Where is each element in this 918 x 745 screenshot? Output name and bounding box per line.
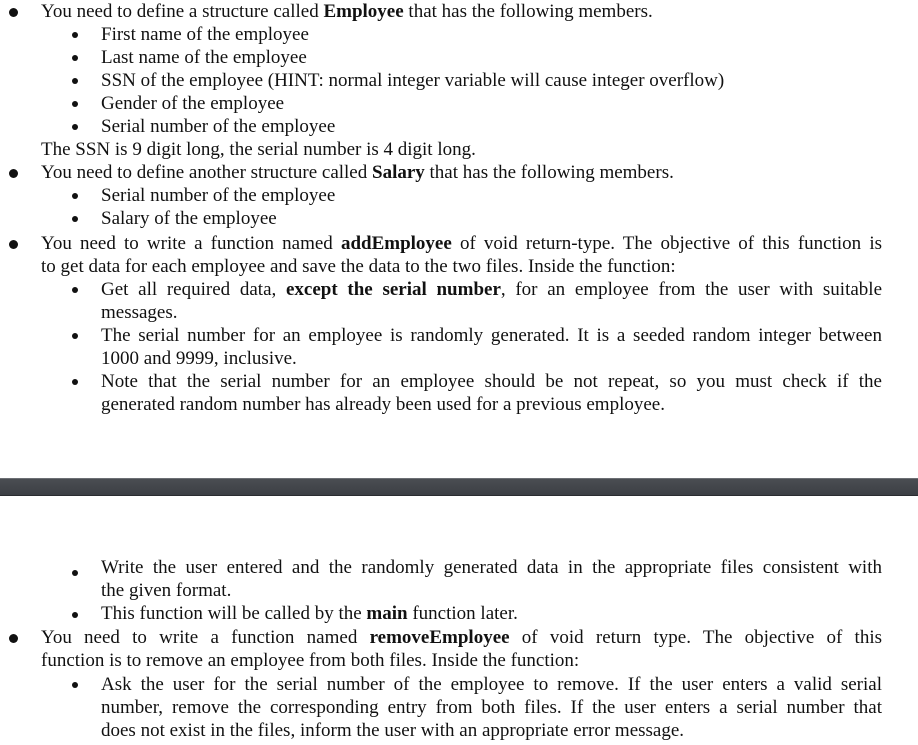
text: You need to define another structure called bbox=[41, 162, 372, 183]
item-remove-employee-line2: function is to remove an employee from both files. Inside the function: bbox=[41, 650, 580, 671]
emphasis: except the serial number bbox=[286, 279, 501, 300]
sub-bullet bbox=[72, 55, 78, 61]
text: that has the following members. bbox=[424, 162, 674, 183]
sub-bullet bbox=[72, 570, 78, 576]
bullet bbox=[9, 8, 18, 17]
bullet bbox=[9, 169, 18, 178]
text: of void return type. The objective of this bbox=[509, 627, 882, 648]
ssn-length-note: The SSN is 9 digit long, the serial number is 4 digit long. bbox=[41, 139, 476, 160]
step-unique-serial-line2: generated random number has already been used for a previous employee. bbox=[101, 394, 665, 415]
text: function later. bbox=[407, 603, 518, 624]
bullet bbox=[9, 634, 18, 643]
member-serial-number: Serial number of the employee bbox=[101, 185, 336, 206]
text: You need to write a function named bbox=[41, 233, 341, 254]
member-gender: Gender of the employee bbox=[101, 93, 285, 114]
struct-name-employee: Employee bbox=[323, 1, 404, 22]
member-salary: Salary of the employee bbox=[101, 208, 277, 229]
step-called-by-main bbox=[101, 602, 518, 625]
step-random-serial-line2: 1000 and 9999, inclusive. bbox=[101, 348, 297, 369]
item-salary-structure bbox=[41, 161, 674, 184]
step-ask-serial: Ask the user for the serial number of the employee to remove. If the user enters a valid serial bbox=[101, 674, 882, 695]
text: that has the following members. bbox=[403, 1, 653, 22]
sub-bullet bbox=[72, 379, 78, 385]
sub-bullet bbox=[72, 333, 78, 339]
member-last-name: Last name of the employee bbox=[101, 47, 307, 68]
item-remove-employee bbox=[41, 626, 882, 649]
function-name-main: main bbox=[366, 603, 408, 624]
item-add-employee bbox=[41, 232, 882, 255]
text: of void return-type. The objective of this function is bbox=[451, 233, 882, 254]
member-first-name: First name of the employee bbox=[101, 24, 309, 45]
step-get-data bbox=[101, 278, 882, 301]
text: You need to write a function named bbox=[41, 627, 370, 648]
page-separator bbox=[0, 478, 918, 496]
sub-bullet bbox=[72, 682, 78, 688]
sub-bullet bbox=[72, 287, 78, 293]
step-write-files: Write the user entered and the randomly generated data in the appropriate files consistent with bbox=[101, 557, 882, 578]
member-serial-number: Serial number of the employee bbox=[101, 116, 336, 137]
member-ssn: SSN of the employee (HINT: normal integer variable will cause integer overflow) bbox=[101, 70, 725, 91]
item-add-employee-line2: to get data for each employee and save the data to the two files. Inside the function: bbox=[41, 256, 676, 277]
step-ask-serial-line3: does not exist in the files, inform the user with an appropriate error message. bbox=[101, 720, 685, 741]
document-page-bottom bbox=[0, 496, 918, 745]
sub-bullet bbox=[72, 32, 78, 38]
item-employee-structure bbox=[41, 0, 653, 23]
text: This function will be called by the bbox=[101, 603, 367, 624]
step-unique-serial: Note that the serial number for an employee should be not repeat, so you must check if the bbox=[101, 371, 882, 392]
sub-bullet bbox=[72, 78, 78, 84]
step-get-data-line2: messages. bbox=[101, 302, 178, 323]
sub-bullet bbox=[72, 124, 78, 130]
sub-bullet bbox=[72, 193, 78, 199]
sub-bullet bbox=[72, 612, 78, 618]
bullet bbox=[9, 240, 18, 249]
sub-bullet bbox=[72, 216, 78, 222]
function-name-remove-employee: removeEmployee bbox=[369, 627, 510, 648]
function-name-add-employee: addEmployee bbox=[340, 233, 452, 254]
text: You need to define a structure called bbox=[41, 1, 324, 22]
struct-name-salary: Salary bbox=[372, 162, 425, 183]
step-write-files-line2: the given format. bbox=[101, 580, 232, 601]
step-random-serial: The serial number for an employee is randomly generated. It is a seeded random integer between bbox=[101, 325, 882, 346]
step-ask-serial-line2: number, remove the corresponding entry from both files. If the user enters a serial number that bbox=[101, 697, 882, 718]
text: , for an employee from the user with suitable bbox=[500, 279, 883, 300]
text: Get all required data, bbox=[101, 279, 286, 300]
sub-bullet bbox=[72, 101, 78, 107]
